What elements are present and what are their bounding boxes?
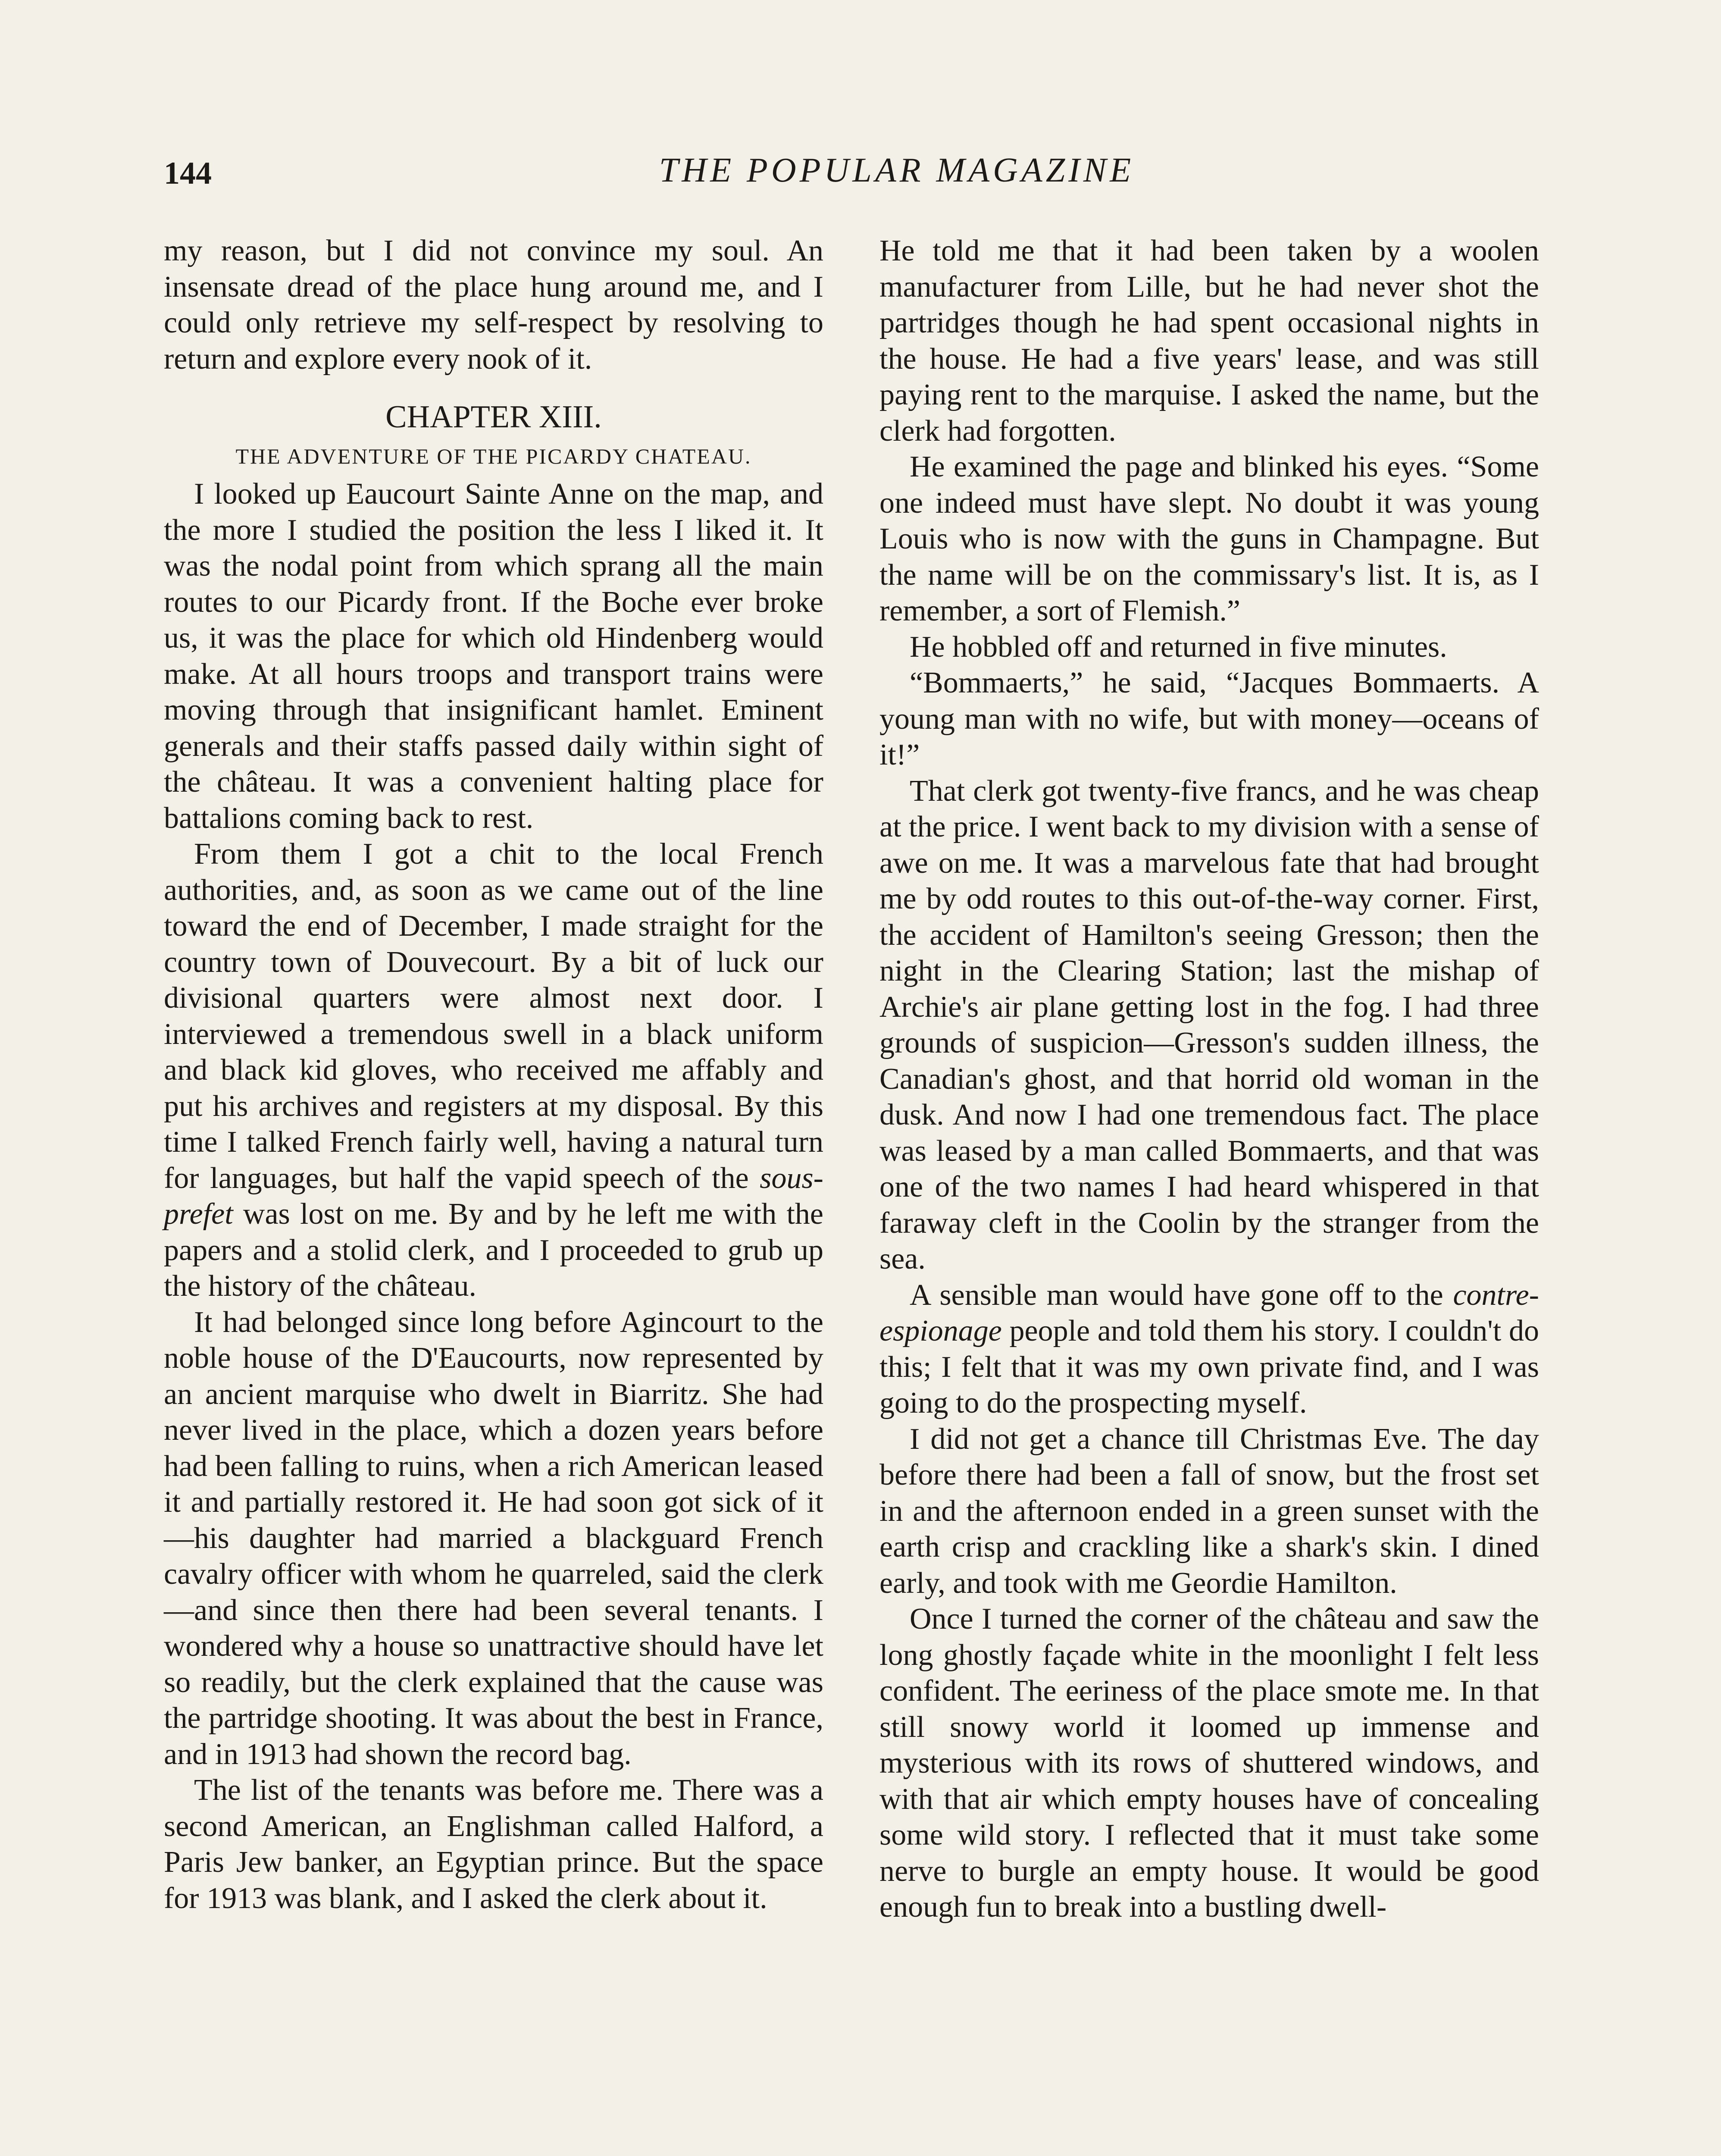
paragraph: I looked up Eaucourt Sainte Anne on the map, and the more I studied the position the less I liked it. It was the nodal point from which sprang all the main routes to our Picardy front. If the Boche ever broke us, it was the place for which old Hindenberg would make. At all hours troops and transport trains were moving through that insignificant hamlet. Eminent generals and their staffs passed daily within sight of the château. It was a convenient halting place for battalions coming back to rest. <box>164 477 823 835</box>
italic-term: sous-prefet <box>164 1161 823 1231</box>
paragraph-text: was lost on me. By and by he left me with the papers and a stolid clerk, and I proceeded to grub up the history of the château. <box>164 1197 823 1303</box>
paragraph: He told me that it had been taken by a woolen manufacturer from Lille, but he had never shot the partridges though he had spent occasional nights in the house. He had a five years' lease, and was still paying rent to the marquise. I asked the name, but the clerk had forgotten. <box>879 234 1539 448</box>
paragraph: I did not get a chance till Christmas Eve. The day before there had been a fall of snow, but the frost set in and the afternoon ended in a green sunset with the earth crisp and crackling like a shark's skin. I dined early, and took with me Geordie Hamilton. <box>879 1422 1539 1600</box>
paragraph: It had belonged since long before Agincourt to the noble house of the D'Eaucourts, now represented by an ancient marquise who dwelt in Biarritz. She had never lived in the place, which a dozen years before had been falling to ruins, when a rich American leased it and partially restored it. He had soon got sick of it—his daughter had married a blackguard French cavalry officer with whom he quarreled, said the clerk—and since then there had been several tenants. I wondered why a house so unattractive should have let so readily, but the clerk explained that the cause was the partridge shooting. It was about the best in France, and in 1913 had shown the record bag. <box>164 1305 823 1771</box>
paragraph: He examined the page and blinked his eyes. “Some one indeed must have slept. No doubt it was young Louis who is now with the guns in Champagne. But the name will be on the commissary's list. It is, as I remember, a sort of Flemish.” <box>879 450 1539 627</box>
right-column <box>879 233 1539 1925</box>
paragraph-text: people and told them his story. I couldn't do this; I felt that it was my own private find, and I was going to do the prospecting myself. <box>879 1314 1539 1420</box>
paragraph: my reason, but I did not convince my soul. An insensate dread of the place hung around me, and I could only retrieve my self-respect by resolving to return and explore every nook of it. <box>164 234 823 376</box>
paragraph-text: A sensible man would have gone off to the <box>910 1278 1453 1312</box>
paragraph: Once I turned the corner of the château and saw the long ghostly façade white in the moonlight I felt less confident. The eeriness of the place smote me. In that still snowy world it loomed up immense and mysterious with its rows of shuttered windows, and with that air which empty houses have of concealing some wild story. I reflected that it must take some nerve to burgle an empty house. It would be good enough fun to break into a bustling dwell- <box>879 1602 1539 1924</box>
running-head: THE POPULAR MAGAZINE <box>659 151 1135 189</box>
paragraph-text: From them I got a chit to the local French authorities, and, as soon as we came out of the line toward the end of December, I made straight for the country town of Douvecourt. By a bit of luck our divisional quarters were almost next door. I interviewed a tremendous swell in a black uniform and black kid gloves, who received me affably and put his archives and registers at my disposal. By this time I talked French fairly well, having a natural turn for languages, but half the vapid speech of the <box>164 837 823 1195</box>
chapter-heading: CHAPTER XIII. <box>385 399 602 435</box>
paragraph: He hobbled off and returned in five minutes. <box>910 630 1447 664</box>
paragraph <box>164 836 823 1304</box>
paragraph: The list of the tenants was before me. There was a second American, an Englishman called Halford, a Paris Jew banker, an Egyptian prince. But the space for 1913 was blank, and I asked the clerk about it. <box>164 1774 823 1915</box>
italic-term: contre-espionage <box>879 1278 1539 1348</box>
left-column <box>164 233 823 1916</box>
paragraph: “Bommaerts,” he said, “Jacques Bommaerts. A young man with no wife, but with money—oceans of it!” <box>879 666 1539 771</box>
page-number: 144 <box>164 156 212 191</box>
chapter-subtitle: THE ADVENTURE OF THE PICARDY CHATEAU. <box>235 444 752 468</box>
paragraph: That clerk got twenty-five francs, and he was cheap at the price. I went back to my division with a sense of awe on me. It was a marvelous fate that had brought me by odd routes to this out-of-the-way corner. First, the accident of Hamilton's seeing Gresson; then the night in the Clearing Station; last the mishap of Archie's air plane getting lost in the fog. I had three grounds of suspicion—Gresson's sudden illness, the Canadian's ghost, and that horrid old woman in the dusk. And now I had one tremendous fact. The place was leased by a man called Bommaerts, and that was one of the two names I had heard whispered in that faraway cleft in the Coolin by the stranger from the sea. <box>879 774 1539 1275</box>
paragraph <box>879 1277 1539 1421</box>
